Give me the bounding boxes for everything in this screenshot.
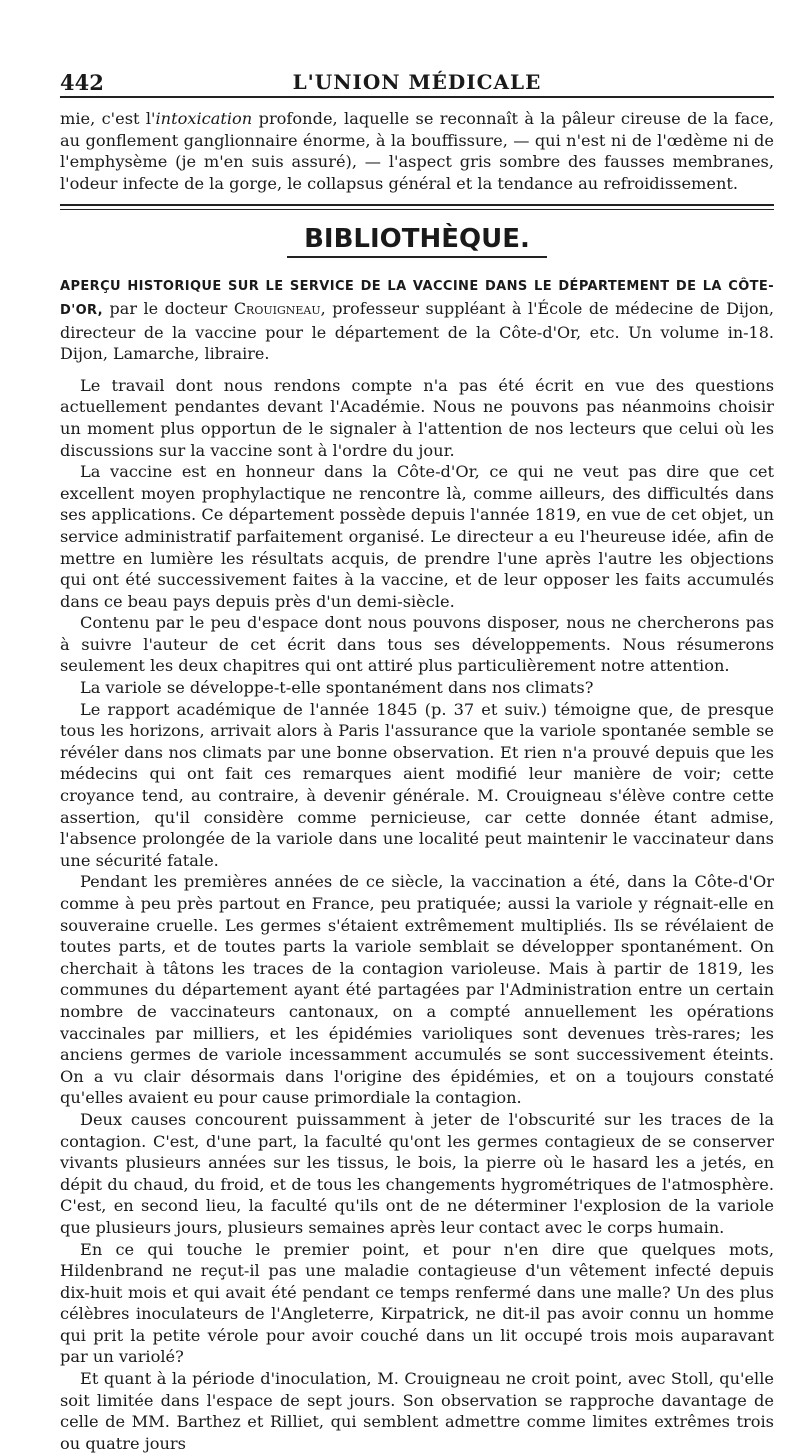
body-paragraph: Le travail dont nous rendons compte n'a pas été écrit en vue des questions actuellement pendantes devant l'Académie. Nous ne pouvons pas néanmoins choisir un moment plus opportun de le signaler à l'attention de nos lecteurs que celui où les discussions sur la vaccine sont à l'ordre du jour.: [60, 375, 774, 460]
body-paragraph: En ce qui touche le premier point, et pour n'en dire que quelques mots, Hildenbrand ne reçut-il pas une maladie contagieuse d'un vêtement infecté depuis dix-huit mois et qui avait été pendant ce temps renfermé dans une malle? Un des plus célèbres inoculateurs de l'Angleterre, Kirpatrick, ne dit-il pas avoir connu un homme qui prit la petite vérole pour avoir couché dans un lit occupé trois mois auparavant par un variolé?: [60, 1239, 774, 1367]
body-paragraph: Deux causes concourent puissamment à jeter de l'obscurité sur les traces de la contagion. C'est, d'une part, la faculté qu'ont les germes contagieux de se conserver vivants plusieurs années sur les tissus, le bois, la pierre où le hasard les a jetés, en dépit du chaud, du froid, et de tous les changements hygrométriques de l'atmosphère. C'est, en second lieu, la faculté qu'ils ont de ne déterminer l'explosion de la variole que plusieurs jours, plusieurs semaines après leur contact avec le corps humain.: [60, 1109, 774, 1237]
section-divider: [60, 204, 774, 210]
body-paragraph: Et quant à la période d'inoculation, M. Crouigneau ne croit point, avec Stoll, qu'elle soit limitée dans l'espace de sept jours. Son observation se rapproche davantage de celle de MM. Barthez et Rilliet, qui semblent admettre comme limites extrêmes trois ou quatre jours: [60, 1369, 774, 1453]
intro-text-end: profonde, laquelle se reconnaît à la pâleur cireuse de la face, au gonflement ganglionnaire énorme, à la bouffissure, — qui n'est ni de l'œdème ni de l'emphysème (je m'en suis assuré), — l'aspect gris sombre des fausses membranes, l'odeur infecte de la gorge, le collapsus général et la tendance au refroidissement.: [60, 109, 775, 193]
section-title-underline: [287, 256, 547, 258]
page-number: 442: [60, 70, 104, 95]
body-paragraph: Pendant les premières années de ce siècle, la vaccination a été, dans la Côte-d'Or comme à peu près partout en France, peu pratiquée; aussi la variole y régnait-elle en souveraine cruelle. Les germes s'étaient extrêmement multipliés. Ils se révélaient de toutes parts, et de toutes parts la variole semblait se développer spontanément. On cherchait à tâtons les traces de la contagion varioleuse. Mais à partir de 1819, les communes du département ayant été partagées par l'Administration entre un certain nombre de vaccinateurs cantonaux, on a compté annuellement les opérations vaccinales par milliers, et les épidémies varioliques sont devenues très-rares; les anciens germes de variole incessamment accumulés se sont successivement éteints. On a vu clair désormais dans l'origine des épidémies, et on a toujours constaté qu'elles avaient eu pour cause primordiale la contagion.: [60, 872, 774, 1108]
question-paragraph: La variole se développe-t-elle spontanément dans nos climats?: [80, 678, 594, 698]
review-body: [60, 375, 774, 1454]
body-paragraph: Le rapport académique de l'année 1845 (p. 37 et suiv.) témoigne que, de presque tous les horizons, arrivait alors à Paris l'assurance que la variole spontanée semble se révéler dans nos climats par une bonne observation. Et rien n'a prouvé depuis que les médecins qui ont fait ces remarques aient modifié leur manière de voir; cette croyance tend, au contraire, à devenir générale. M. Crouigneau s'élève contre cette assertion, qu'il considère comme pernicieuse, car cette donnée étant admise, l'absence prolongée de la variole dans une localité peut maintenir le vaccinateur dans une sécurité fatale.: [60, 699, 774, 870]
section-title: BIBLIOTHÈQUE.: [304, 224, 530, 255]
book-details: , professeur suppléant à l'École de médecine de Dijon, directeur de la vaccine pour le département de la Côte-d'Or, etc. Un volume in-18. Dijon, Lamarche, libraire.: [60, 298, 774, 364]
book-title: APERÇU HISTORIQUE SUR LE SERVICE DE LA VACCINE DANS LE DÉPARTEMENT DE LA CÔTE-D'OR,: [60, 279, 774, 318]
book-author: Crouigneau: [233, 298, 321, 318]
body-paragraph: La vaccine est en honneur dans la Côte-d'Or, ce qui ne veut pas dire que cet excellent moyen prophylactique ne rencontre là, comme ailleurs, des difficultés dans ses applications. Ce département possède depuis l'année 1819, en vue de cet objet, un service administratif parfaitement organisé. Le directeur a eu l'heureuse idée, afin de mettre en lumière les résultats acquis, de prendre l'une après l'autre les objections qui ont été successivement faites à la vaccine, et de leur opposer les faits accumulés dans ce beau pays depuis près d'un demi-siècle.: [60, 462, 774, 611]
page-header: [60, 70, 774, 98]
section-title-block: [60, 224, 774, 258]
book-heading: [60, 274, 774, 364]
intro-italic-term: intoxication: [155, 109, 253, 128]
body-paragraph: Contenu par le peu d'espace dont nous pouvons disposer, nous ne chercherons pas à suivre l'auteur de cet écrit dans tous ses développements. Nous résumerons seulement les deux chapitres qui ont attiré plus particulièrement notre attention.: [60, 613, 774, 676]
book-by: par le docteur: [103, 298, 234, 318]
intro-text-start: mie, c'est l': [60, 109, 156, 128]
running-title: L'UNION MÉDICALE: [292, 70, 542, 94]
intro-paragraph: [60, 108, 774, 194]
